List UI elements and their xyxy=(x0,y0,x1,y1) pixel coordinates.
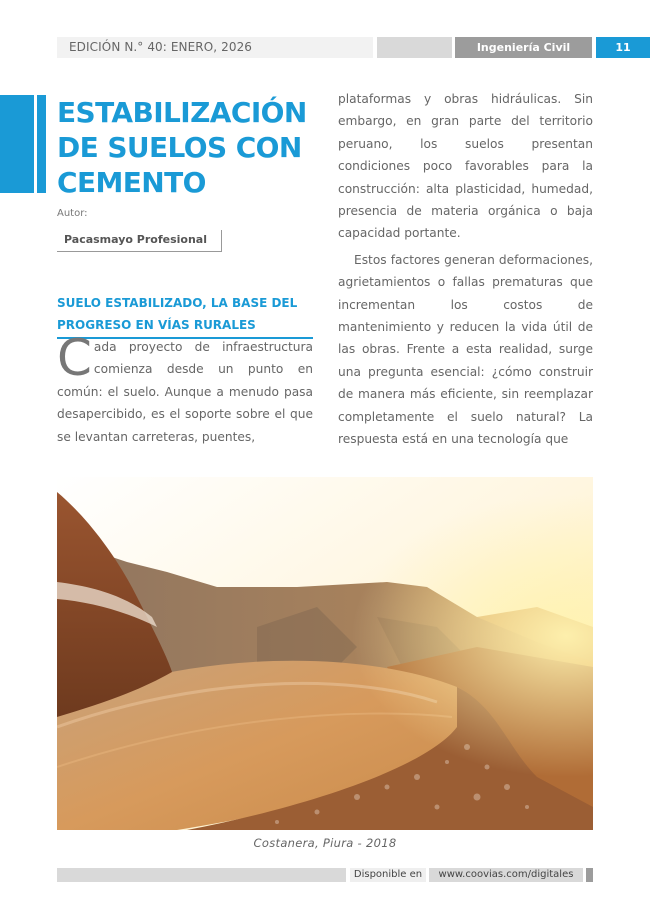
footer-label: Disponible en xyxy=(350,868,426,882)
title-accent-bar-thin xyxy=(37,95,46,193)
footer-url-link[interactable]: www.coovias.com/digitales xyxy=(429,868,583,882)
author-label: Autor: xyxy=(57,208,88,219)
author-name: Pacasmayo Profesional xyxy=(64,233,207,246)
drop-cap: C xyxy=(57,329,92,387)
left-column xyxy=(57,329,313,448)
page-number: 11 xyxy=(596,37,650,58)
footer-end-block xyxy=(586,868,593,882)
right-column xyxy=(338,88,593,451)
title-accent-bar xyxy=(0,95,34,193)
left-column-text: ada proyecto de infraestructura comienza desde un punto en común: el suelo. Aunque a menudo pasa desapercibido, es el soporte sobre el que se levantan carreteras, puentes, xyxy=(57,340,313,444)
author-box xyxy=(57,230,222,252)
section-label: Ingeniería Civil xyxy=(455,37,592,58)
header-spacer xyxy=(377,37,452,58)
article-photo xyxy=(57,477,593,830)
article-title: ESTABILIZACIÓN DE SUELOS CON CEMENTO xyxy=(57,96,307,199)
edition-label: EDICIÓN N.° 40: ENERO, 2026 xyxy=(57,37,373,58)
footer-bar xyxy=(57,868,346,882)
paragraph: plataformas y obras hidráulicas. Sin embargo, en gran parte del territorio peruano, los suelos presentan condiciones poco favorables para la construcción: alta plasticidad, humedad, presencia de materia orgánica o baja capacidad portante. xyxy=(338,92,593,241)
paragraph: Estos factores generan deformaciones, agrietamientos o fallas prematuras que incrementan los costos de mantenimiento y reducen la vida útil de las obras. Frente a esta realidad, surge una pregunta esencial: ¿cómo construir de manera más eficiente, sin reemplazar completamente el suelo natural? La respuesta está en una tecnología que xyxy=(338,252,593,447)
photo-caption: Costanera, Piura - 2018 xyxy=(253,836,397,850)
section-subheading: SUELO ESTABILIZADO, LA BASE DEL PROGRESO EN VÍAS RURALES xyxy=(57,292,313,339)
